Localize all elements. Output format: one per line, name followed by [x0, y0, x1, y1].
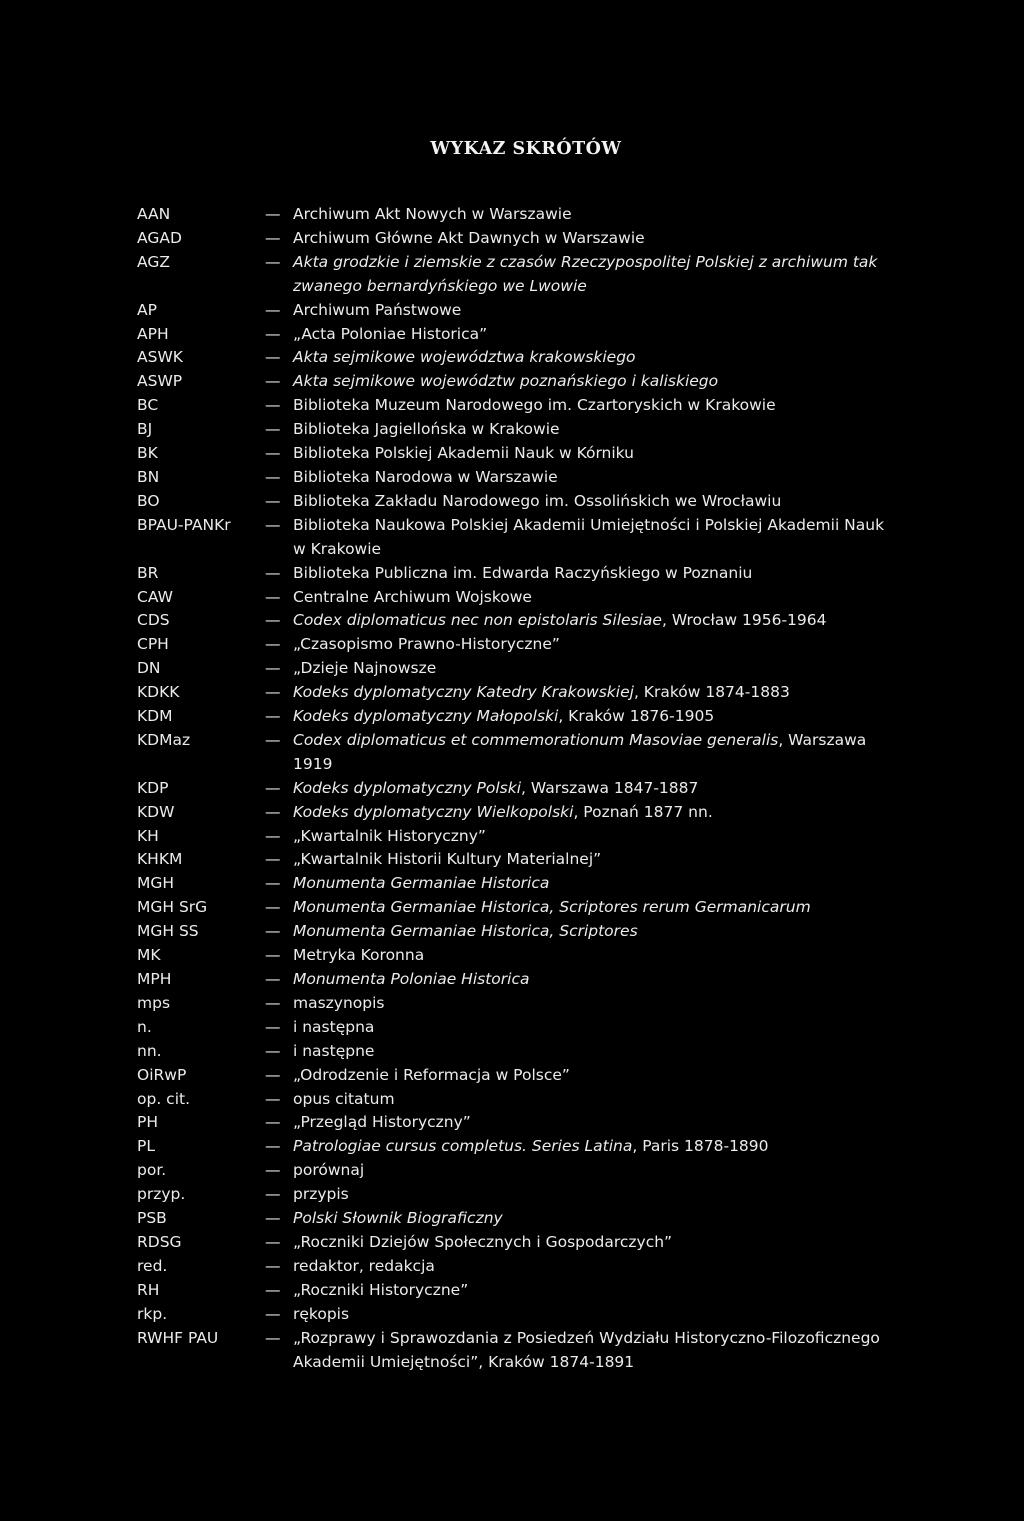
abbreviation-description [293, 466, 899, 490]
abbreviation: rkp. [137, 1304, 168, 1323]
italic-title-text: Monumenta Germaniae Historica [293, 874, 550, 893]
list-item [137, 705, 937, 729]
description-text: przypis [293, 1185, 349, 1204]
abbreviation: BK [137, 444, 158, 463]
em-dash: — [265, 874, 281, 893]
abbreviation: MPH [137, 970, 172, 988]
abbreviation-description [293, 825, 899, 849]
description-text: „Kwartalnik Historyczny” [293, 826, 486, 845]
list-item [137, 729, 937, 777]
abbreviation-description [293, 633, 899, 657]
italic-title-text: Monumenta Germaniae Historica, Scriptores rerum Germanicarum [293, 898, 811, 917]
abbreviation: PH [137, 1113, 159, 1132]
abbreviation-description [293, 1327, 899, 1375]
em-dash: — [265, 778, 281, 797]
list-item [137, 801, 937, 825]
em-dash: — [265, 372, 281, 391]
list-item [137, 466, 937, 490]
description-text: Centralne Archiwum Wojskowe [293, 587, 532, 606]
list-item [137, 1135, 937, 1159]
abbreviation-description [293, 490, 899, 514]
description-text: Archiwum Państwowe [293, 300, 462, 319]
abbreviation-description [293, 705, 899, 729]
em-dash: — [265, 252, 281, 271]
description-text: Biblioteka Narodowa w Warszawie [293, 467, 558, 486]
description-text: , Warszawa 1847-1887 [521, 778, 699, 797]
em-dash: — [265, 515, 281, 534]
abbreviation: BO [137, 491, 160, 510]
list-item [137, 896, 937, 920]
page-title: WYKAZ SKRÓTÓW [430, 139, 622, 159]
em-dash: — [265, 396, 281, 415]
abbreviation-description [293, 562, 899, 586]
description-text: „Dzieje Najnowsze [293, 659, 437, 678]
description-text: , Wrocław 1956-1964 [661, 611, 827, 630]
abbreviation-description [293, 1016, 899, 1040]
italic-title-text: Akta sejmikowe województw poznańskiego i kaliskiego [293, 372, 719, 391]
list-item [137, 848, 937, 872]
description-text: porównaj [293, 1161, 365, 1180]
list-item [137, 609, 937, 633]
list-item [137, 586, 937, 610]
description-text: „Roczniki Dziejów Społecznych i Gospodarczych” [293, 1232, 673, 1251]
abbreviation: nn. [137, 1041, 162, 1060]
em-dash: — [265, 898, 281, 917]
list-item [137, 944, 937, 968]
abbreviation-description [293, 657, 899, 681]
abbreviation: KH [137, 826, 159, 845]
italic-title-text: Akta grodzkie i ziemskie z czasów Rzeczypospolitej Polskiej z archiwum tak zwanego bernardyńskiego we Lwowie [293, 252, 878, 295]
em-dash: — [265, 946, 281, 965]
em-dash: — [265, 467, 281, 486]
em-dash: — [265, 707, 281, 726]
em-dash: — [265, 228, 281, 247]
description-text: maszynopis [293, 993, 385, 1012]
list-item [137, 251, 937, 299]
abbreviation: KDMaz [137, 730, 191, 749]
description-text: i następna [293, 1017, 375, 1036]
abbreviation-description [293, 227, 899, 251]
em-dash: — [265, 993, 281, 1012]
abbreviation: MGH SrG [137, 898, 208, 917]
abbreviation: KDP [137, 778, 169, 797]
list-item [137, 418, 937, 442]
description-text: , Poznań 1877 nn. [573, 802, 713, 821]
abbreviation: RDSG [137, 1232, 182, 1251]
list-item [137, 394, 937, 418]
abbreviation-description [293, 848, 899, 872]
abbreviation: AGZ [137, 252, 170, 271]
abbreviation: PSB [137, 1209, 167, 1228]
em-dash: — [265, 1232, 281, 1251]
em-dash: — [265, 635, 281, 654]
abbreviation-description [293, 1279, 899, 1303]
em-dash: — [265, 300, 281, 319]
abbreviation: BC [137, 396, 159, 415]
abbreviation: CPH [137, 635, 169, 654]
em-dash: — [265, 348, 281, 367]
em-dash: — [265, 730, 281, 749]
description-text: i następne [293, 1041, 375, 1060]
abbreviation: AAN [137, 205, 171, 223]
italic-title-text: Polski Słownik Biograficzny [293, 1209, 503, 1228]
abbreviation: przyp. [137, 1185, 186, 1204]
description-text: „Kwartalnik Historii Kultury Materialnej” [293, 850, 602, 869]
abbreviation: red. [137, 1256, 168, 1275]
list-item [137, 203, 937, 227]
em-dash: — [265, 1328, 281, 1347]
list-item [137, 490, 937, 514]
list-item [137, 1327, 937, 1375]
italic-title-text: Codex diplomaticus nec non epistolaris Silesiae [293, 611, 662, 630]
abbreviation-description [293, 1088, 899, 1112]
abbreviation-description [293, 777, 899, 801]
description-text: Biblioteka Zakładu Narodowego im. Ossolińskich we Wrocławiu [293, 491, 782, 510]
abbreviation: DN [137, 659, 161, 678]
abbreviation-description [293, 203, 899, 227]
abbreviation-description [293, 418, 899, 442]
description-text: „Odrodzenie i Reformacja w Polsce” [293, 1065, 570, 1084]
abbreviation: RWHF PAU [137, 1328, 219, 1347]
abbreviation-description [293, 1135, 899, 1159]
list-item [137, 299, 937, 323]
abbreviation: OiRwP [137, 1065, 187, 1084]
abbreviation: MGH SS [137, 922, 199, 941]
abbreviation-description [293, 346, 899, 370]
abbreviation-description [293, 370, 899, 394]
list-item [137, 872, 937, 896]
italic-title-text: Patrologiae cursus completus. Series Latina [293, 1137, 633, 1156]
em-dash: — [265, 659, 281, 678]
italic-title-text: Codex diplomaticus et commemorationum Masoviae generalis [293, 730, 779, 749]
em-dash: — [265, 826, 281, 845]
description-text: Biblioteka Polskiej Akademii Nauk w Kórniku [293, 444, 634, 463]
abbreviation-description [293, 681, 899, 705]
italic-title-text: Kodeks dyplomatyczny Wielkopolski [293, 802, 574, 821]
abbreviation: RH [137, 1280, 160, 1299]
em-dash: — [265, 1137, 281, 1156]
em-dash: — [265, 1089, 281, 1108]
em-dash: — [265, 802, 281, 821]
description-text: Archiwum Główne Akt Dawnych w Warszawie [293, 228, 645, 247]
abbreviation: AP [137, 300, 157, 319]
em-dash: — [265, 1041, 281, 1060]
abbreviation-description [293, 992, 899, 1016]
list-item [137, 1159, 937, 1183]
abbreviation-description [293, 442, 899, 466]
abbreviation: BPAU-PANKr [137, 515, 231, 534]
list-item [137, 968, 937, 992]
abbreviation-description [293, 299, 899, 323]
abbreviation-description [293, 1207, 899, 1231]
abbreviation-description [293, 1159, 899, 1183]
em-dash: — [265, 563, 281, 582]
abbreviation: op. cit. [137, 1089, 191, 1108]
abbreviation: KHKM [137, 850, 183, 869]
list-item [137, 657, 937, 681]
description-text: „Rozprawy i Sprawozdania z Posiedzeń Wydziału Historyczno-Filozoficznego Akademii Umiejętności”, Kraków 1874-1891 [293, 1328, 880, 1371]
abbreviation: CAW [137, 587, 173, 606]
list-item [137, 992, 937, 1016]
abbreviation: ASWP [137, 372, 183, 391]
abbreviation: por. [137, 1161, 167, 1180]
abbreviation-description [293, 1040, 899, 1064]
description-text: Metryka Koronna [293, 946, 425, 965]
em-dash: — [265, 1304, 281, 1323]
abbreviation-description [293, 944, 899, 968]
list-item [137, 1231, 937, 1255]
description-text: „Przegląd Historyczny” [293, 1113, 471, 1132]
list-item [137, 920, 937, 944]
list-item [137, 1064, 937, 1088]
list-item [137, 346, 937, 370]
list-item [137, 633, 937, 657]
italic-title-text: Kodeks dyplomatyczny Katedry Krakowskiej [293, 683, 634, 702]
description-text: redaktor, redakcja [293, 1256, 435, 1275]
description-text: „Czasopismo Prawno-Historyczne” [293, 635, 560, 654]
list-item [137, 825, 937, 849]
abbreviation-description [293, 729, 899, 777]
description-text: Biblioteka Publiczna im. Edwarda Raczyńskiego w Poznaniu [293, 563, 753, 582]
list-item [137, 1088, 937, 1112]
list-item [137, 562, 937, 586]
abbreviation-description [293, 323, 899, 347]
abbreviation-description [293, 920, 899, 944]
abbreviation: ASWK [137, 348, 183, 367]
abbreviation: BJ [137, 420, 153, 439]
description-text: Biblioteka Jagiellońska w Krakowie [293, 420, 560, 439]
em-dash: — [265, 444, 281, 463]
abbreviation: AGAD [137, 228, 182, 247]
list-item [137, 323, 937, 347]
abbreviation-description [293, 586, 899, 610]
description-text: opus citatum [293, 1089, 395, 1108]
description-text: Biblioteka Naukowa Polskiej Akademii Umiejętności i Polskiej Akademii Nauk w Krakowie [293, 515, 885, 558]
abbreviation: PL [137, 1137, 155, 1156]
em-dash: — [265, 683, 281, 702]
abbreviation: APH [137, 324, 169, 343]
em-dash: — [265, 922, 281, 941]
list-item [137, 227, 937, 251]
description-text: „Roczniki Historyczne” [293, 1280, 469, 1299]
list-item [137, 1279, 937, 1303]
em-dash: — [265, 205, 281, 223]
em-dash: — [265, 1209, 281, 1228]
list-item [137, 514, 937, 562]
em-dash: — [265, 587, 281, 606]
description-text: Biblioteka Muzeum Narodowego im. Czartoryskich w Krakowie [293, 396, 776, 415]
description-text: , Paris 1878-1890 [632, 1137, 769, 1156]
abbreviation-description [293, 514, 899, 562]
abbreviation-description [293, 1255, 899, 1279]
list-item [137, 370, 937, 394]
abbreviation-description [293, 968, 899, 992]
list-item [137, 1255, 937, 1279]
em-dash: — [265, 1185, 281, 1204]
description-text: Archiwum Akt Nowych w Warszawie [293, 205, 572, 223]
abbreviation-description [293, 1064, 899, 1088]
em-dash: — [265, 324, 281, 343]
em-dash: — [265, 491, 281, 510]
list-item [137, 1183, 937, 1207]
abbreviation-description [293, 801, 899, 825]
abbreviation-description [293, 896, 899, 920]
italic-title-text: Akta sejmikowe województwa krakowskiego [293, 348, 636, 367]
em-dash: — [265, 1113, 281, 1132]
abbreviation: BN [137, 467, 160, 486]
em-dash: — [265, 420, 281, 439]
abbreviation-description [293, 251, 899, 299]
em-dash: — [265, 1280, 281, 1299]
list-item [137, 442, 937, 466]
abbreviation: KDW [137, 802, 175, 821]
em-dash: — [265, 850, 281, 869]
list-item [137, 1207, 937, 1231]
abbreviation-description [293, 872, 899, 896]
description-text: , Warszawa 1919 [293, 730, 867, 773]
abbreviation: MGH [137, 874, 175, 893]
list-item [137, 1303, 937, 1327]
list-item [137, 681, 937, 705]
abbreviation-description [293, 1231, 899, 1255]
description-text: rękopis [293, 1304, 350, 1323]
list-item [137, 777, 937, 801]
abbreviation-description [293, 1111, 899, 1135]
list-item [137, 1040, 937, 1064]
em-dash: — [265, 1017, 281, 1036]
italic-title-text: Monumenta Poloniae Historica [293, 970, 530, 988]
em-dash: — [265, 611, 281, 630]
italic-title-text: Kodeks dyplomatyczny Małopolski [293, 707, 559, 726]
abbreviation-description [293, 1303, 899, 1327]
list-item [137, 1016, 937, 1040]
abbreviation: KDKK [137, 683, 180, 702]
em-dash: — [265, 1065, 281, 1084]
abbreviation: n. [137, 1017, 152, 1036]
abbreviation: BR [137, 563, 159, 582]
description-text: , Kraków 1874-1883 [633, 683, 790, 702]
abbreviation: KDM [137, 707, 173, 726]
abbreviation: CDS [137, 611, 170, 630]
italic-title-text: Kodeks dyplomatyczny Polski [293, 778, 522, 797]
abbreviation: mps [137, 993, 171, 1012]
list-item [137, 1111, 937, 1135]
abbreviation-description [293, 1183, 899, 1207]
em-dash: — [265, 970, 281, 988]
em-dash: — [265, 1256, 281, 1275]
description-text: , Kraków 1876-1905 [558, 707, 715, 726]
abbreviation-description [293, 609, 899, 633]
abbreviation-list [137, 203, 937, 1374]
italic-title-text: Monumenta Germaniae Historica, Scriptores [293, 922, 638, 941]
abbreviation: MK [137, 946, 161, 965]
description-text: „Acta Poloniae Historica” [293, 324, 488, 343]
abbreviation-description [293, 394, 899, 418]
em-dash: — [265, 1161, 281, 1180]
